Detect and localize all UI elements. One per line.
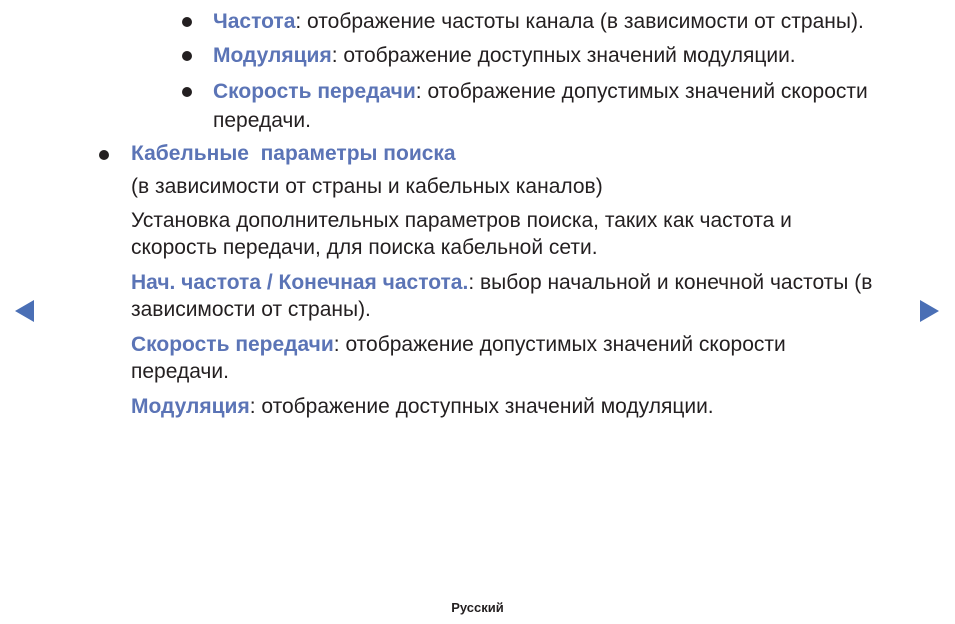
section-note: (в зависимости от страны и кабельных каналов) [131, 175, 603, 198]
bullet-icon [99, 150, 109, 160]
term-description: : отображение доступных значений модуляции. [249, 395, 714, 418]
bullet-icon [182, 17, 192, 27]
bullet-icon [182, 87, 192, 97]
list-item [213, 79, 868, 105]
bullet-icon [182, 51, 192, 61]
term-frequency: Частота [213, 10, 296, 33]
term-description: : отображение доступных значений модуляции. [331, 44, 796, 67]
term-description: : отображение частоты канала (в зависимости от страны). [295, 10, 864, 33]
param-item [131, 270, 872, 296]
term-description: : отображение допустимых значений скорости [333, 333, 786, 356]
term-description-continued: зависимости от страны). [131, 298, 371, 321]
list-item [213, 9, 864, 35]
term-description-continued: передачи. [213, 109, 311, 132]
term-modulation: Модуляция [131, 395, 250, 418]
term-modulation: Модуляция [213, 44, 332, 67]
term-start-end-frequency: Нач. частота / Конечная частота. [131, 271, 469, 294]
term-description: : отображение допустимых значений скорости [415, 80, 868, 103]
term-description-continued: передачи. [131, 360, 229, 383]
triangle-right-icon[interactable] [920, 300, 939, 322]
term-symbol-rate: Скорость передачи [213, 80, 416, 103]
footer-language: Русский [451, 600, 504, 615]
term-description: : выбор начальной и конечной частоты (в [468, 271, 873, 294]
section-description-continued: скорость передачи, для поиска кабельной сети. [131, 236, 598, 259]
section-title: Кабельные параметры поиска [131, 142, 456, 165]
param-item [131, 332, 786, 358]
param-item [131, 394, 714, 420]
term-symbol-rate: Скорость передачи [131, 333, 334, 356]
list-item [213, 43, 796, 69]
triangle-left-icon[interactable] [15, 300, 34, 322]
section-description: Установка дополнительных параметров поиска, таких как частота и [131, 209, 792, 232]
